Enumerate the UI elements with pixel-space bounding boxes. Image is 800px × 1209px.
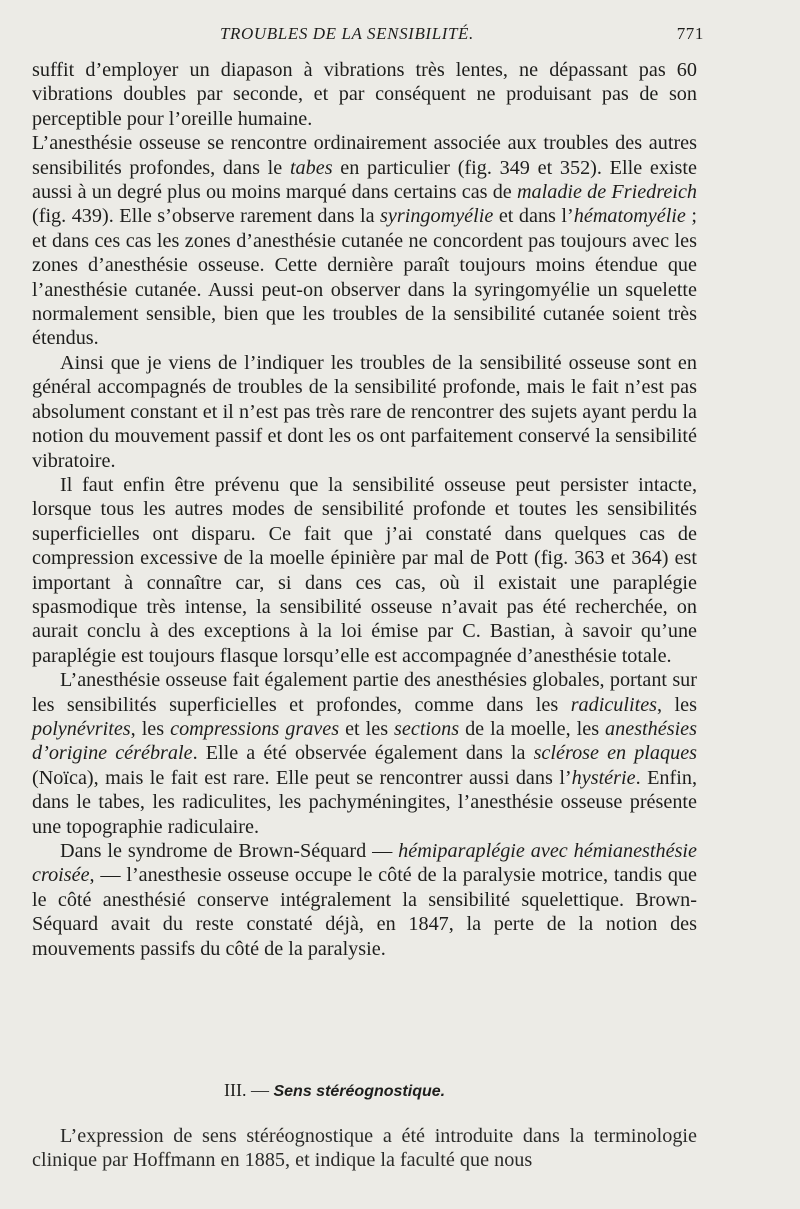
running-header [32,22,704,50]
text-run: L’anesthésie osseuse fait également partie des anesthésies globales, portant sur les sensibilités superficielles et profondes, comme dans les [32,669,697,716]
italic-text: polynévrites [32,717,131,740]
italic-text: compressions graves [170,717,340,740]
paragraph [32,473,697,668]
italic-text: radiculites [570,693,658,716]
section-heading [224,1080,624,1101]
page-number: 771 [676,24,704,43]
body-text [32,58,697,961]
italic-text: hystérie [571,766,636,789]
text-run: ; et dans ces cas les zones d’anesthésie cutanée ne concordent pas toujours avec les zones d’anesthésie osseuse. Cette dernière paraît toujours moins étendue que l’anesthésie cutanée. Aussi peut-on observer dans la syringomyélie un squelette normalement sensible, bien que les troubles de la sensibilité cutanée soient très étendus. [32,205,698,350]
italic-text: tabes [289,156,333,179]
section-number: III. — [224,1080,274,1100]
text-run: (Noïca), mais le fait est rare. Elle peut se rencontrer aussi dans l’ [32,766,572,789]
paragraph [32,131,697,351]
italic-text: sections [394,717,460,740]
italic-text: sclérose en plaques [533,742,698,765]
text-run: . Elle a été observée également dans la [192,742,534,765]
paragraph [32,58,697,131]
text-run: Dans le syndrome de Brown-Séquard — [60,840,399,862]
text-run: L’anesthésie osseuse se rencontre ordinairement associée aux troubles des autres sensibilités profondes, dans le [32,132,697,179]
paragraph [32,839,697,961]
italic-text: hémiparaplégie avec hémianesthésie croisée [32,840,697,887]
text-run: suffit d’employer un diapason à vibrations très lentes, ne dépassant pas 60 vibrations doubles par seconde, et par conséquent ne produisant pas de son perceptible pour l’oreille humaine. [32,59,697,130]
text-run: (fig. 439). Elle s’observe rarement dans la [32,205,381,228]
text-run: . Enfin, dans le tabes, les radiculites, les pachyméningites, l’anesthésie osseuse présente une topographie radiculaire. [32,766,697,838]
section-body [32,1124,697,1173]
paragraph [32,351,697,473]
section-title: Sens stéréognostique. [273,1083,446,1100]
running-title: TROUBLES DE LA SENSIBILITÉ. [220,24,474,43]
text-run: de la moelle, les [459,717,606,740]
paragraph [32,668,697,839]
text-run: et dans l’ [493,205,574,228]
text-run: , — l’anesthesie osseuse occupe le côté de la paralysie motrice, tandis que le côté anesthésié conserve intégralement la sensibilité squelettique. Brown-Séquard avait du reste constaté déjà, en 1847, la perte de la notion des mouvements passifs du côté de la paralysie. [32,864,697,960]
italic-text: hématomyélie [573,205,686,228]
italic-text: maladie de Friedreich [516,181,698,204]
text-run: , les [657,693,697,716]
italic-text: syringomyélie [380,205,494,228]
text-run: Ainsi que je viens de l’indiquer les troubles de la sensibilité osseuse sont en général accompagnés de troubles de la sensibilité profonde, mais le fait n’est pas absolument constant et il n’est pas très rare de rencontrer des sujets ayant perdu la notion du mouvement passif et dont les os ont parfaitement conservé la sensibilité vibratoire. [32,351,697,472]
text-run: en particulier (fig. 349 et 352). Elle existe aussi à un degré plus ou moins marqué dans certains cas de [32,156,697,204]
text-run: Il faut enfin être prévenu que la sensibilité osseuse peut persister intacte, lorsque tous les autres modes de sensibilité profonde et toutes les sensibilités superficielles ont disparu. Ce fait que j’ai constaté dans quelques cas de compression excessive de la moelle épinière par mal de Pott (fig. 363 et 364) est important à connaître car, si dans ces cas, où il existait une paraplégie spasmodique très intense, la sensibilité osseuse n’avait pas été recherchée, on aurait conclu à des exceptions à la loi émise par C. Bastian, à savoir qu’une paraplégie est toujours flasque lorsqu’elle est accompagnée d’anesthésie totale. [32,473,697,667]
paragraph: L’expression de sens stéréognostique a été introduite dans la terminologie clinique par Hoffmann en 1885, et indique la faculté que nous [32,1125,697,1172]
italic-text: anesthésies d’origine cérébrale [32,717,697,765]
text-run: , les [130,717,171,740]
text-run: et les [339,717,395,740]
